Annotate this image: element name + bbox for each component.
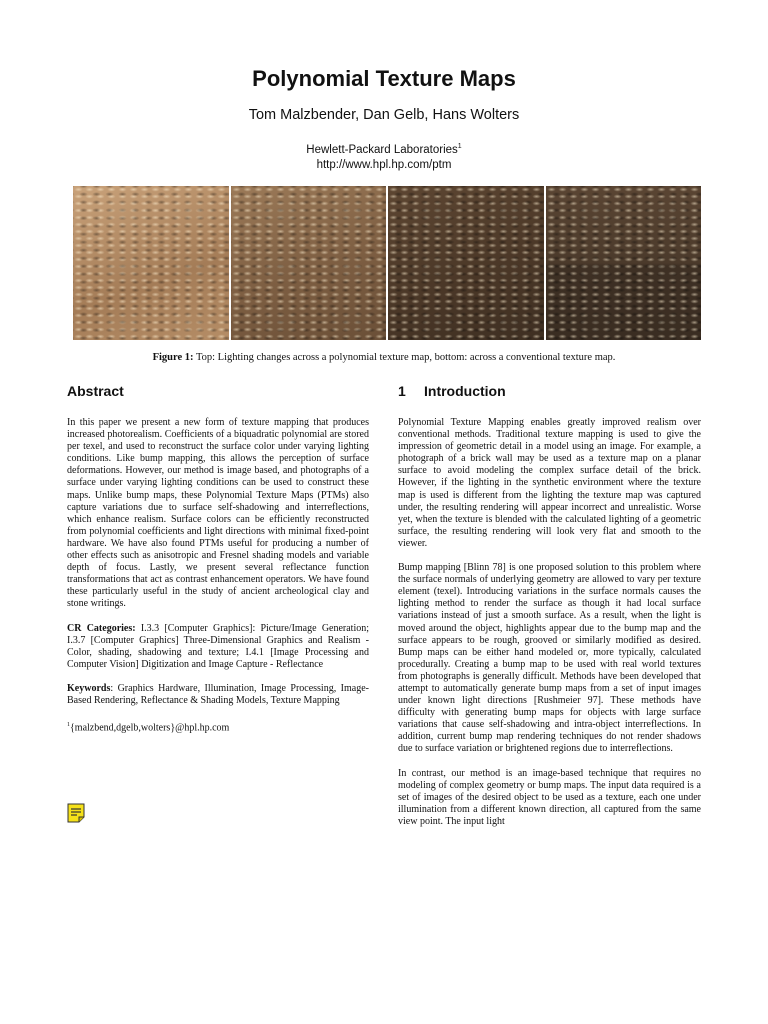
figure-tile-1 [73,186,229,340]
figure-1-image-strip [73,186,701,340]
affiliation-footnote-mark: 1 [457,143,462,150]
cr-categories-text: I.3.3 [Computer Graphics]: Picture/Image Generation; I.3.7 [Computer Graphics] Three-Dimensional Graphics and Realism - Color, shading, shadowing and texture; I.4.1 [Image Processing and Computer Vision] Digitization and Image Capture - Reflectance [67,622,370,670]
keywords-label: Keywords [67,682,111,694]
paper-authors: Tom Malzbender, Dan Gelb, Hans Wolters [248,107,520,123]
intro-paragraph-3: In contrast, our method is an image-based technique that requires no modeling of complex geometry or bump maps. The input data required is a set of images of the desired object to be used as a texture, each one under illumination from a different known direction, all captured from the same view point. The input light [398,767,701,827]
section-title: Introduction [424,383,506,399]
cr-categories-label: CR Categories: [67,622,136,634]
keywords-text: : Graphics Hardware, Illumination, Image Processing, Image-Based Rendering, Reflectance & Shading Models, Texture Mapping [67,682,369,706]
figure-1-caption [0,352,768,363]
sticky-note-icon[interactable] [67,803,85,823]
intro-paragraph-1: Polynomial Texture Mapping enables greatly improved realism over conventional methods. Traditional texture mapping is used to give the impression of geometric detail in a model using an image. For example, a photograph of a brick wall may be used as a texture map on a planar surface to avoid modeling the complex surface detail of the brick. However, if the lighting in the synthetic environment where the texture map is used is different from the lighting the texture map was captured under, the resulting rendering will appear incorrect and unrealistic. Worse yet, when the texture is blended with the calculated lighting of a geometric surface, the resulting rendering will look very flat and smooth to the viewer. [398,417,701,549]
affiliation-name: Hewlett-Packard Laboratories [306,143,458,156]
paper-title: Polynomial Texture Maps [252,66,516,91]
abstract-paragraph: In this paper we present a new form of texture mapping that produces increased photorealism. Coefficients of a biquadratic polynomial are stored per texel, and used to reconstruct the surface color under varying lighting conditions. Like bump mapping, this allows the perception of surface deformations. However, our method is image based, and photographs of a surface under varying lighting conditions can be used to construct these maps. Unlike bump maps, these Polynomial Texture Maps (PTMs) also capture variations due to surface self-shadowing and interreflections, which enhance realism. Surface colors can be efficiently reconstructed from polynomial coefficients and light directions with minimal fixed-point hardware. We have also found PTMs useful for producing a number of other effects such as anisotropic and Fresnel shading models and variable depth of focus. Lastly, we present several reflectance function transformations that act as contrast enhancement operators. We have found these particularly useful in the study of ancient archeological clay and stone writings. [67,417,369,610]
author-email-footnote [67,719,369,734]
figure-caption-text: Top: Lighting changes across a polynomial texture map, bottom: across a conventional texture map. [195,352,616,363]
figure-tile-4 [546,186,702,340]
intro-paragraph-2: Bump mapping [Blinn 78] is one proposed solution to this problem where the surface normals of underlying geometry are allowed to vary per texture element (texel). Introducing variations in the surface normals causes the lighting method to render the surface as though it had local surface variations instead of just a smooth surface. As a result, when the light is moved around the object, highlights appear due to the bump map and the surface appears to be rough, grooved or similarly modified as desired. Bump maps can be either hand modeled or, more typically, calculated procedurally. Creating a bump map to be used with real world textures from photographs is generally difficult. Methods have been developed that attempt to automatically generate bump maps from a set of input images under known light directions [Rushmeier 97]. These methods have difficulty with generating bump maps for objects with large surface variations that cause self-shadowing and intra-object interreflections. In addition, current bump map rendering techniques do not render shadows due to surface variation or brightened regions due to interreflections. [398,562,701,755]
left-column [67,383,369,742]
introduction-heading [398,383,701,401]
abstract-heading: Abstract [67,383,124,399]
affiliation-block [0,139,768,173]
section-number: 1 [398,383,406,399]
figure-label: Figure 1: [152,352,194,363]
figure-tile-3 [388,186,544,340]
project-url[interactable]: http://www.hpl.hp.com/ptm [316,158,452,171]
footnote-mark: 1 [67,722,70,729]
figure-tile-2 [231,186,387,340]
cr-categories [67,623,369,671]
right-column [398,383,701,840]
footnote-text: {malzbend,dgelb,wolters}@hpl.hp.com [70,722,230,734]
keywords [67,683,369,707]
